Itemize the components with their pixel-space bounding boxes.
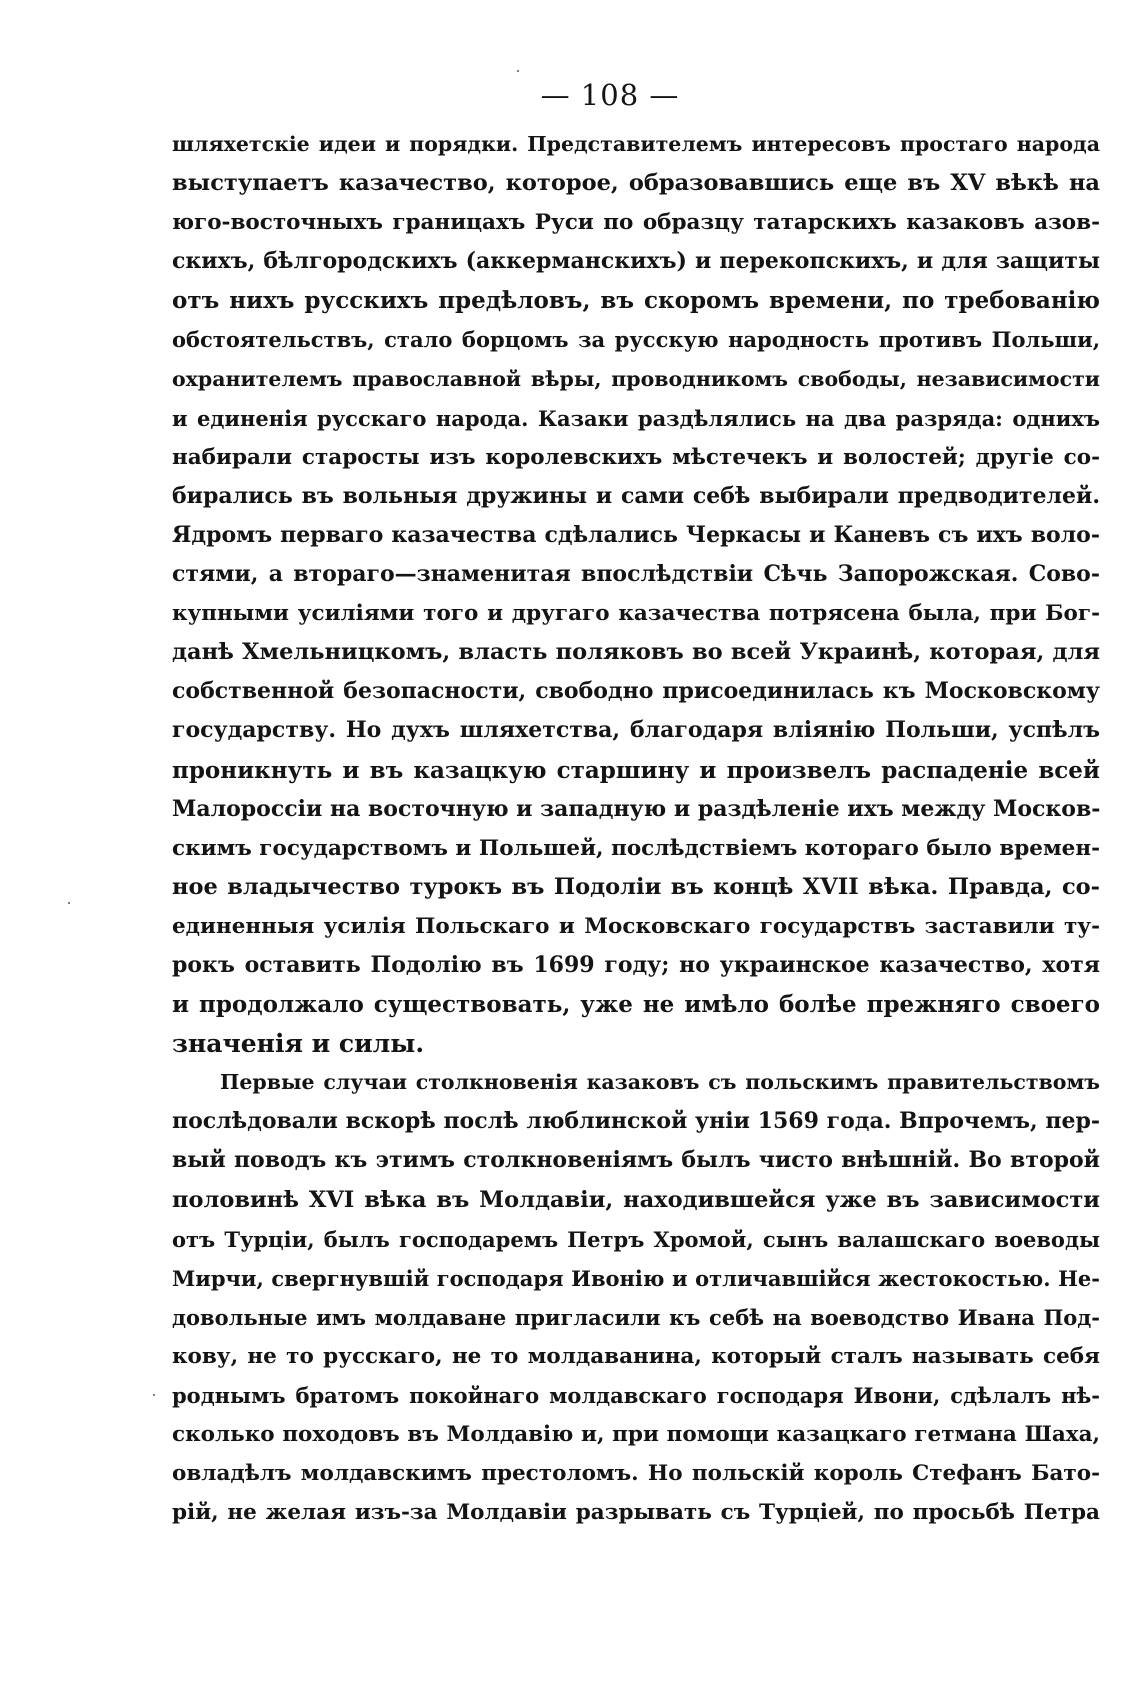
text-line: стями, а втораго—знаменитая впослѣдствіи Сѣчь Запорожская. Сово- — [172, 561, 1100, 588]
body-text — [172, 125, 1100, 1532]
text-line: роднымъ братомъ покойнаго молдавскаго господаря Ивони, сдѣлалъ нѣ- — [172, 1383, 1100, 1408]
text-line: Мирчи, свергнувшій господаря Ивонію и отличавшійся жестокостью. Не- — [172, 1265, 1100, 1291]
text-line: охранителемъ православной вѣры, проводникомъ свободы, независимости — [172, 366, 1100, 391]
text-line: купными усиліями того и другаго казачества потрясена была, при Бог- — [172, 601, 1100, 627]
scan-speck — [68, 902, 70, 904]
text-line: послѣдовали вскорѣ послѣ люблинской уніи 1569 года. Впрочемъ, пер- — [172, 1108, 1100, 1135]
text-line: половинѣ XVI вѣка въ Молдавіи, находившейся уже въ зависимости — [172, 1186, 1100, 1213]
text-line: выступаетъ казачество, которое, образовавшись еще въ XV вѣкѣ на — [172, 170, 1100, 197]
text-line: вый поводъ къ этимъ столкновеніямъ былъ чисто внѣшній. Во второй — [172, 1147, 1100, 1174]
text-line: скимъ государствомъ и Польшей, послѣдствіемъ котораго было времен- — [172, 835, 1100, 861]
text-line: довольные имъ молдаване пригласили къ себѣ на воеводство Ивана Под- — [172, 1304, 1100, 1330]
text-line: данѣ Хмельницкомъ, власть поляковъ во всей Украинѣ, которая, для — [172, 639, 1100, 666]
text-line: проникнуть и въ казацкую старшину и произвелъ распаденіе всей — [172, 756, 1100, 784]
text-line: Ядромъ перваго казачества сдѣлались Черкасы и Каневъ съ ихъ воло- — [172, 521, 1100, 548]
text-line: государству. Но духъ шляхетства, благодаря вліянію Польши, успѣлъ — [172, 717, 1100, 744]
text-line: отъ Турціи, былъ господаремъ Петръ Хромой, сынъ валашскаго воеводы — [172, 1226, 1100, 1252]
text-line: юго-восточныхъ границахъ Руси по образцу татарскихъ казаковъ азов- — [172, 210, 1100, 236]
text-line: овладѣлъ молдавскимъ престоломъ. Но польскій король Стефанъ Бато- — [172, 1461, 1100, 1487]
text-line: бирались въ вольныя дружины и сами себѣ выбирали предводителей. — [172, 482, 1100, 509]
text-line: рокъ оставить Подолію въ 1699 году; но украинское казачество, хотя — [172, 951, 1100, 978]
scan-speck — [517, 70, 519, 72]
text-line: ное владычество турокъ въ Подоліи въ концѣ XVII вѣка. Правда, со- — [172, 873, 1100, 900]
text-line: сколько походовъ въ Молдавію и, при помощи казацкаго гетмана Шаха, — [172, 1422, 1100, 1448]
text-line: единенныя усилія Польскаго и Московскаго государствъ заставили ту- — [172, 913, 1100, 939]
text-line: рій, не желая изъ-за Молдавіи разрывать съ Турціей, по просьбѣ Петра — [172, 1500, 1100, 1526]
scan-speck — [153, 1394, 155, 1396]
text-line: и продолжало существовать, уже не имѣло болѣе прежняго своего — [172, 991, 1100, 1019]
text-line: Малороссіи на восточную и западную и раздѣленіе ихъ между Москов- — [172, 795, 1100, 822]
text-line: скихъ, бѣлгородскихъ (аккерманскихъ) и перекопскихъ, и для защиты — [172, 248, 1100, 275]
text-line: значенія и силы. — [172, 1029, 425, 1059]
text-line: обстоятельствъ, стало борцомъ за русскую народность противъ Польши, — [172, 327, 1100, 353]
page-number: — 108 — — [540, 78, 680, 112]
text-line: кову, не то русскаго, не то молдаванина, который сталъ называть себя — [172, 1343, 1100, 1369]
text-line: набирали старосты изъ королевскихъ мѣстечекъ и волостей; другіе со- — [172, 444, 1100, 470]
text-line: Первые случаи столкновенія казаковъ съ польскимъ правительствомъ — [220, 1070, 1100, 1095]
text-line: и единенія русскаго народа. Казаки раздѣлялись на два разряда: однихъ — [172, 405, 1100, 431]
text-line: отъ нихъ русскихъ предѣловъ, въ скоромъ времени, по требованію — [172, 287, 1100, 315]
text-line: собственной безопасности, свободно присоединилась къ Московскому — [172, 678, 1100, 705]
text-line: шляхетскіе идеи и порядки. Представителемъ интересовъ простаго народа — [172, 132, 1100, 156]
